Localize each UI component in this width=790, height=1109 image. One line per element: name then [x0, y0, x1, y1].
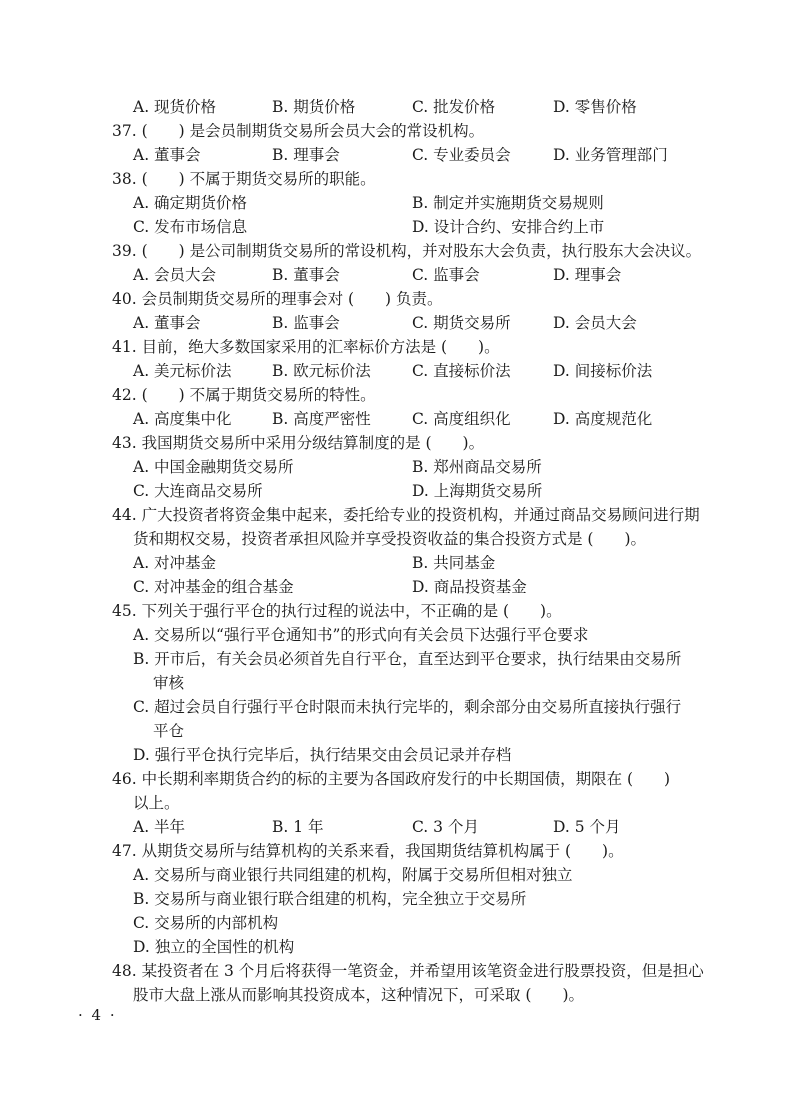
q48-stem-line-2: 股市大盘上涨从而影响其投资成本，这种情况下，可采取 ( )。	[133, 986, 585, 1004]
q37-option-b: B. 理事会	[272, 146, 340, 164]
q44-stem-line-1: 44. 广大投资者将资金集中起来，委托给专业的投资机构，并通过商品交易顾问进行期	[112, 506, 700, 524]
q38-option-c: C. 发布市场信息	[133, 218, 248, 236]
q40-option-a: A. 董事会	[133, 314, 201, 332]
q42-option-d: D. 高度规范化	[553, 410, 653, 428]
q41-option-d: D. 间接标价法	[553, 362, 653, 380]
q37-option-c: C. 专业委员会	[412, 146, 511, 164]
q39-stem: 39. ( ) 是公司制期货交易所的常设机构，并对股东大会负责，执行股东大会决议。	[112, 242, 702, 260]
page-number: · 4 ·	[78, 1006, 117, 1024]
q36-option-b: B. 期货价格	[272, 98, 356, 116]
q46-stem-line-2: 以上。	[133, 794, 180, 812]
q47-option-a: A. 交易所与商业银行共同组建的机构，附属于交易所但相对独立	[133, 866, 573, 884]
q46-option-c: C. 3 个月	[412, 818, 479, 836]
q36-option-d: D. 零售价格	[553, 98, 637, 116]
q37-option-d: D. 业务管理部门	[553, 146, 668, 164]
q45-option-c-line-2: 平仓	[153, 722, 185, 740]
q45-option-b-line-1: B. 开市后，有关会员必须首先自行平仓，直至达到平仓要求，执行结果由交易所	[133, 650, 682, 668]
q36-option-c: C. 批发价格	[412, 98, 496, 116]
q47-option-b: B. 交易所与商业银行联合组建的机构，完全独立于交易所	[133, 890, 527, 908]
q40-stem: 40. 会员制期货交易所的理事会对 ( ) 负责。	[112, 290, 443, 308]
q45-stem: 45. 下列关于强行平仓的执行过程的说法中，不正确的是 ( )。	[112, 602, 562, 620]
q38-stem: 38. ( ) 不属于期货交易所的职能。	[112, 170, 376, 188]
q44-option-c: C. 对冲基金的组合基金	[133, 578, 294, 596]
q46-option-d: D. 5 个月	[553, 818, 621, 836]
q39-option-b: B. 董事会	[272, 266, 340, 284]
q46-option-a: A. 半年	[133, 818, 186, 836]
q44-option-a: A. 对冲基金	[133, 554, 217, 572]
q45-option-a: A. 交易所以“强行平仓通知书”的形式向有关会员下达强行平仓要求	[133, 626, 589, 644]
q38-option-a: A. 确定期货价格	[133, 194, 248, 212]
q42-option-c: C. 高度组织化	[412, 410, 511, 428]
q43-option-d: D. 上海期货交易所	[412, 482, 543, 500]
q40-option-c: C. 期货交易所	[412, 314, 511, 332]
q43-option-b: B. 郑州商品交易所	[412, 458, 542, 476]
q43-stem: 43. 我国期货交易所中采用分级结算制度的是 ( )。	[112, 434, 485, 452]
q36-option-a: A. 现货价格	[133, 98, 217, 116]
q39-option-d: D. 理事会	[553, 266, 622, 284]
q45-option-c-line-1: C. 超过会员自行强行平仓时限而未执行完毕的，剩余部分由交易所直接执行强行	[133, 698, 682, 716]
q41-option-b: B. 欧元标价法	[272, 362, 371, 380]
q48-stem-line-1: 48. 某投资者在 3 个月后将获得一笔资金，并希望用该笔资金进行股票投资，但是担心	[112, 962, 704, 980]
q38-option-d: D. 设计合约、安排合约上市	[412, 218, 605, 236]
q41-stem: 41. 目前，绝大多数国家采用的汇率标价方法是 ( )。	[112, 338, 500, 356]
q37-option-a: A. 董事会	[133, 146, 201, 164]
q39-option-c: C. 监事会	[412, 266, 480, 284]
q47-option-c: C. 交易所的内部机构	[133, 914, 279, 932]
q39-option-a: A. 会员大会	[133, 266, 217, 284]
q37-stem: 37. ( ) 是会员制期货交易所会员大会的常设机构。	[112, 122, 485, 140]
q41-option-c: C. 直接标价法	[412, 362, 511, 380]
q44-option-d: D. 商品投资基金	[412, 578, 527, 596]
q42-stem: 42. ( ) 不属于期货交易所的特性。	[112, 386, 376, 404]
q42-option-a: A. 高度集中化	[133, 410, 232, 428]
q44-stem-line-2: 货和期权交易，投资者承担风险并享受投资收益的集合投资方式是 ( )。	[133, 530, 647, 548]
q45-option-d: D. 强行平仓执行完毕后，执行结果交由会员记录并存档	[133, 746, 512, 764]
q38-option-b: B. 制定并实施期货交易规则	[412, 194, 604, 212]
q40-option-b: B. 监事会	[272, 314, 340, 332]
q46-option-b: B. 1 年	[272, 818, 324, 836]
q45-option-b-line-2: 审核	[153, 674, 185, 692]
q43-option-a: A. 中国金融期货交易所	[133, 458, 294, 476]
q43-option-c: C. 大连商品交易所	[133, 482, 263, 500]
q44-option-b: B. 共同基金	[412, 554, 496, 572]
q46-stem-line-1: 46. 中长期利率期货合约的标的主要为各国政府发行的中长期国债，期限在 ( )	[112, 770, 671, 788]
q47-option-d: D. 独立的全国性的机构	[133, 938, 295, 956]
q47-stem: 47. 从期货交易所与结算机构的关系来看，我国期货结算机构属于 ( )。	[112, 842, 624, 860]
q40-option-d: D. 会员大会	[553, 314, 637, 332]
q42-option-b: B. 高度严密性	[272, 410, 371, 428]
q41-option-a: A. 美元标价法	[133, 362, 232, 380]
